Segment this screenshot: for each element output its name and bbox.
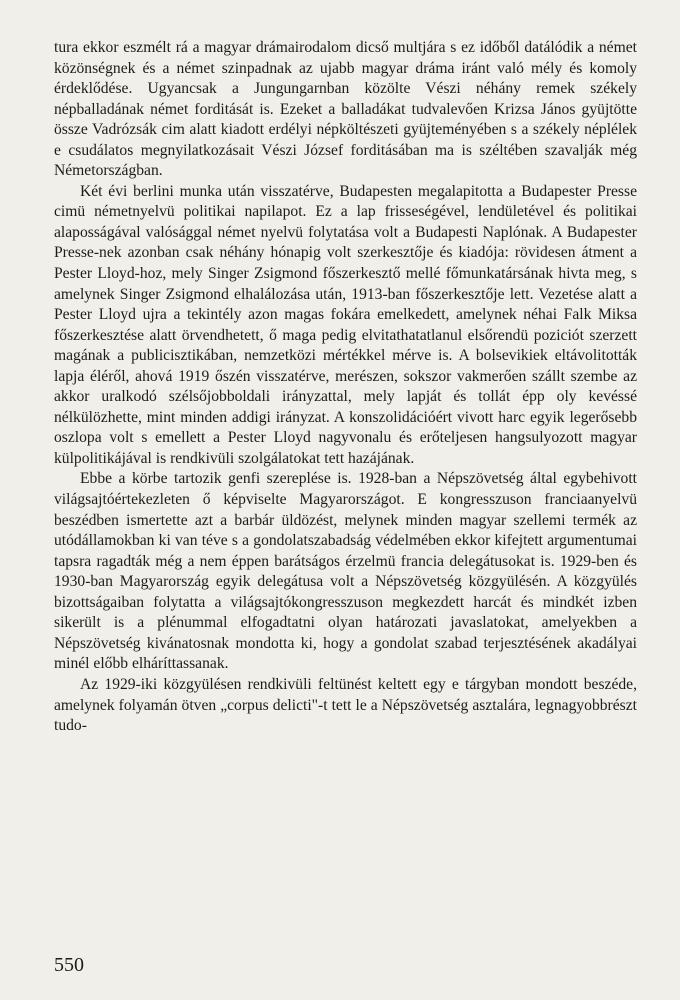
paragraph-berlin-return: Két évi berlini munka után visszatérve, Budapesten megalapitotta a Budapester Presse cimü németnyelvü politikai napilapot. Ez a lap frisseségével, lendületével és politikai alaposságával valósággal német nyelvü folytatása volt a Budapesti Naplónak. A Budapester Presse-nek azonban csak néhány hónapig volt szerkesztője és kiadója: rövidesen átment a Pester Lloyd-hoz, mely Singer Zsigmond főszerkesztő mellé főmunkatársának hivta meg, s amelynek Singer Zsigmond elhalálozása után, 1913-ban főszerkesztője lett. Vezetése alatt a Pester Lloyd ujra a tekintély azon magas fokára emelkedett, amelynek néhai Falk Miksa főszerkesztése alatt örvendhetett, ő maga pedig elvitathatatlanul elsőrendü poziciót szerzett magának a publicisztikában, nemzetközi mértékkel mérve is. A bolsevikiek eltávolitották lapja éléről, ahová 1919 őszén visszatérve, merészen, sokszor vakmerően szállt szembe az akkor uralkodó szélsőjobboldali irányzattal, mely lapját és tollát épp oly kevéssé nélkülözhette, mint minden addigi irányzat. A konszolidációért vivott harc egyik legerősebb oszlopa volt s emellett a Pester Lloyd nagyvonalu és erőteljesen hangsulyozott magyar külpolitikájával is rendkivüli szolgálatokat tett hazájának. — [54, 182, 637, 467]
page-number: 550 — [54, 954, 84, 976]
paragraph-geneva: Ebbe a körbe tartozik genfi szereplése is. 1928-ban a Népszövetség által egybehivott világsajtóértekezleten ő képviselte Magyarországot. E kongresszuson franciaanyelvü beszédben ismertette azt a barbár üldözést, melynek minden magyar szellemi termék az utódállamokban ki van téve s a gondolatszabadság védelmében ekkor kifejtett argumentumai tapsra ragadták még a nem éppen barátságos érzelmü francia delegátusokat is. 1929-ben és 1930-ban Magyarország egyik delegátusa volt a Népszövetség közgyülésén. A közgyülés bizottságaiban folytatta a világsajtókongresszuson megkezdett harcát és mindkét izben sikerült is a plénummal elfogadtatni olyan határozati javaslatokat, amelyekben a Népszövetség kivánatosnak mondotta ki, hogy a gondolat szabad terjesztésének akadályai minél előbb elháríttassanak. — [54, 470, 637, 673]
body-text — [54, 38, 637, 737]
paragraph-1929-assembly: Az 1929-iki közgyülésen rendkivüli feltünést keltett egy e tárgyban mondott beszéde, amelynek folyamán ötven „corpus delicti"-t tett le a Népszövetség asztalára, legnagyobbrészt tudo- — [54, 675, 637, 735]
paragraph-continuation: tura ekkor eszmélt rá a magyar drámairodalom dicső multjára s ez időből datálódik a német közönségnek és a német szinpadnak az ujabb magyar dráma iránt való mély és komoly érdeklődése. Ugyancsak a Jungungarnban közölte Vészi néhány remek székely népballadának német forditását is. Ezeket a balladákat tudvalevően Krizsa János gyüjtötte össze Vadrózsák cim alatt kiadott erdélyi népköltészeti gyüjteményében s a székely néplélek e csudálatos megnyilatkozásait Vészi József forditásában ma is széltében szavalják még Németországban. — [54, 39, 637, 180]
